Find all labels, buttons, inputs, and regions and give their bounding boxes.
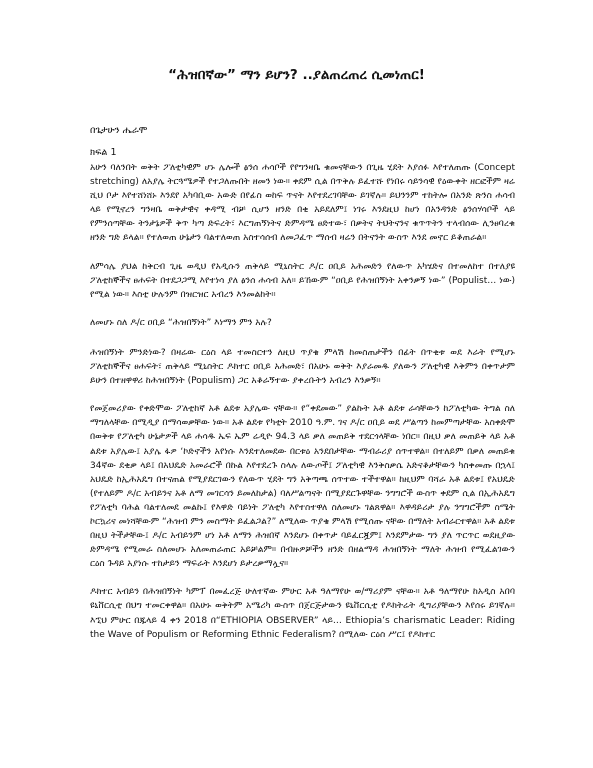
paragraph-second-critic: ዶክተር አብይን በሕዝበኝነት ካምፕ በመፈረጅ ሁለተኛው ምሁር አቶ ዓለማየሁ ወ/ማሪያም ናቸው። አቶ ዓለማየሁ ከአዲስ አበባ ዩኒቨርሲቲ በህግ ተመርቀዋል። በአሁኑ ወቅትም አሜሪካ ውስጥ በጀርጅታውን ዩኒቨርሲቲ የዶክትሬት ዲግሪያቸውን እየሰሩ ይገኛሉ። እኚህ ምሁር በጁላይ 4 ቀን 2018 በ“ETHIOPIA OBSERVER” ላይ… Ethiopia’s charismatic Leader: Riding the Wave of Populism or Reforming Ethnic Federalism? በሚለው ርዕስ ሥር፤ የዶክተር [90,587,515,640]
paragraph-example: ለምሳሌ ያህል ከቅርብ ጊዜ ወዲህ የአዲሱን ጠቅላይ ሚኒስትር ዶ/ር ዐቢይ አሕመድን የለውጥ አካሄድና በተመለከተ በተለያዩ ፖለቲከኞችና ፀሐፍት በተደጋጋሚ እየተነሳ ያለ ፅንሰ ሐሳብ አለ። ይኸውም “ዐቢይ የሕዝበኝነት አቀንቃኝ ነው” (Populist… ነው) የሚል ነው። እስቲ ሁሉንም በዝርዝር አብረን እንመልከት። [90,261,515,300]
paragraph-intro: አሁን ባለንበት ወቅት ፖለቲካዊም ሆኑ ሌሎች ፅንሰ ሐሳቦች የየግንዛቤ ቁመናቸውን በጊዜ ሂደት እያሰፉ እየተለጠጡ (Concept stretching) ለአያሌ ትርጓሜዎች የተጋለጡበት ዘመን ነው። ቀደም ሲል በጥቅሉ ይፈተሹ የነበሩ ሳይንሳዊ የዕውቀት ዘርፎችም ዛሬ ሺህ ቦታ እየተሸነሸኑ እንደየ አካባቢው አውድ በየፊስ ወከፍ ጥናት እየተደረገባቸው ይገኛሉ። ይህንንም ተከትሎ በአንድ ጽንስ ሐሳብ ላይ የሚኖረን ግንዛቤ ወቅታዊና ቀዳሚ ብቻ ሲሆን ዘንድ በቂ አይደለም፤ ነገሩ እንደዚህ ከሆነ በአንዳንድ ፅንሰሃሳቦች ላይ የምንሰጣቸው ትንታኔዎች ቅጥ ካጣ ድፍረት፣ እርግጠኝነትና ድምዳሜ ፀድተው፣ በቃትና ትህትናንና ቁጥጥትን ተላብሰው ሊንፀባረቁ ዘንድ ግድ ይላል። የተለወጠ ሁኔታን ባልተለወጠ አስተሳሰብ ለመጋፈጥ ማሰብ ዛሬን በትናንት ውስጥ እንደ መኖር ይቆጠራል። [90,163,515,244]
article-body [90,161,515,656]
paragraph-definition: ሕዝበኝነት ምንድነው? በዛሬው ርዕስ ላይ ተመስርተን ለዚህ ጥያቄ ምላሽ ከመስጠታችን በፊት በጥቂቱ ወደ እራት የሚሆኑ ፖለቲከኞችና ፀሐፍት፣ ጠቅላይ ሚኒስትር ዶክተር ዐቢይ አሕመድ፣ በአሁኑ ወቅት እያራመዱ ያለውን ፖለቲካዊ እቅምን በቀጥታም ይሁን በተዘዋዋሪ ከሕዝበኝነት (Populism) ጋር አቆራኝተው ያቀረቡትን አብረን እንቃኝ። [90,347,515,387]
author-line: በጌታሁን ሔራሞ [90,125,148,136]
paragraph-first-critic: የመጀመሪያው የቀድሞው ፖለቲከኛ አቶ ልደቱ አያሌው ናቸው። የ“ቀደመው” ያልኩት አቶ ልደቱ ራሳቸውን ከፖለቲካው ትግል ስለ ማግለላቸው በሚዲያ በማሳወቃቸው ነው። አቶ ልደቱ የካቲት 2010 ዓ.ም. ገና ዶ/ር ዐቢይ ወደ ሥልጣን ከመምጣታቸው አስቀድሞ በወቅቱ የፖለቲካ ሁኔታዎች ላይ ሐሳዱ ኤፍ ኤም ሬዲዮ 94.3 ላይ ቃለ መጠይቅ ተደርጎላቸው ነበር። በዚህ ቃለ መጠይቅ ላይ አቶ ልደቱ አያሌው፤ አያሌ ፋዎ ‘ኮድኖችን አየነሱ እንደተለመደው በርቱዕ አንደበታቸው ማብራሪያ ሰጥተዋል። በተለይም በቃለ መጠይቁ 34ኛው ደቂቃ ላይ፤ በአህዴድ አመራሮች በኩል እየተደረጉ ስላሉ ለውጦች፤ ፖለቲካዊ እንቅስቃሴ አድናቆታቸውን ካስቀመጡ በኋላ፤ አህዴድ ከኢሕአዴግ በተናጠል የሚያደርገውን የለውጥ ሂደት ግን አቅጣጫ ሰጥተው ተችተዋል። ከዚህም ባሻራ አቶ ልደቱ፤ የአህዴድ (የተለይም ዶ/ር አብይንና አቶ ለማ መገርሳን ይመለከታል) ባለሥልጣናት በሚያደርጉዋቸው ንግግሮች ውስጥ ቀደም ሲል በኢሕአዴግ የፖለቲካ ባሕል ባልተለመደ መልኩ፤ የእዋድ ባይነት ፖለቲካ እየተስተዋለ ስለመሆኑ ገልጸዋል። እዋዳይሪታ ያሉ ንግግሮችም ስሜት ኮርኳሪና መነሻቸውም “ሕዝብ ምን መስማት ይፈልጋል?” ለሚለው ጥያቄ ምላሽ የሚሰጡ ናቸው በማለት አብራርተዋል። አቶ ልደቱ በዚህ ትችታቸው፤ ዶ/ር አብይንም ሆነ አቶ ለማን ሕዝበኛ እንደሆኑ በቀጥታ ባይፈርጇም፤ እንደምታው ግን ያለ ጥርጥር ወደዚያው ድምዳሜ የሚመራ ስለመሆኑ አለመጠራጠር አይቻልም። በብዙዎቻችን ዘንድ በዘልማዳ ሕዝበኝነት ማለት ሕዝብ የሚፈልገውን ርዕስ ጉዳይ አያነሱ ተከታይን ማፍራት እንደሆነ ይታረቃማሏና። [90,404,515,570]
section-heading: ክፍል 1 [90,147,117,158]
document-title: “ሕዝበኛው” ማን ይሆን? ..ያልጠረጠረ ሲመነጠር! [168,67,425,83]
paragraph-question: ለመሆኑ ስለ ዶ/ር ዐቢይ “ሕዝበኝነት” እነማን ምን አሉ? [90,317,272,328]
